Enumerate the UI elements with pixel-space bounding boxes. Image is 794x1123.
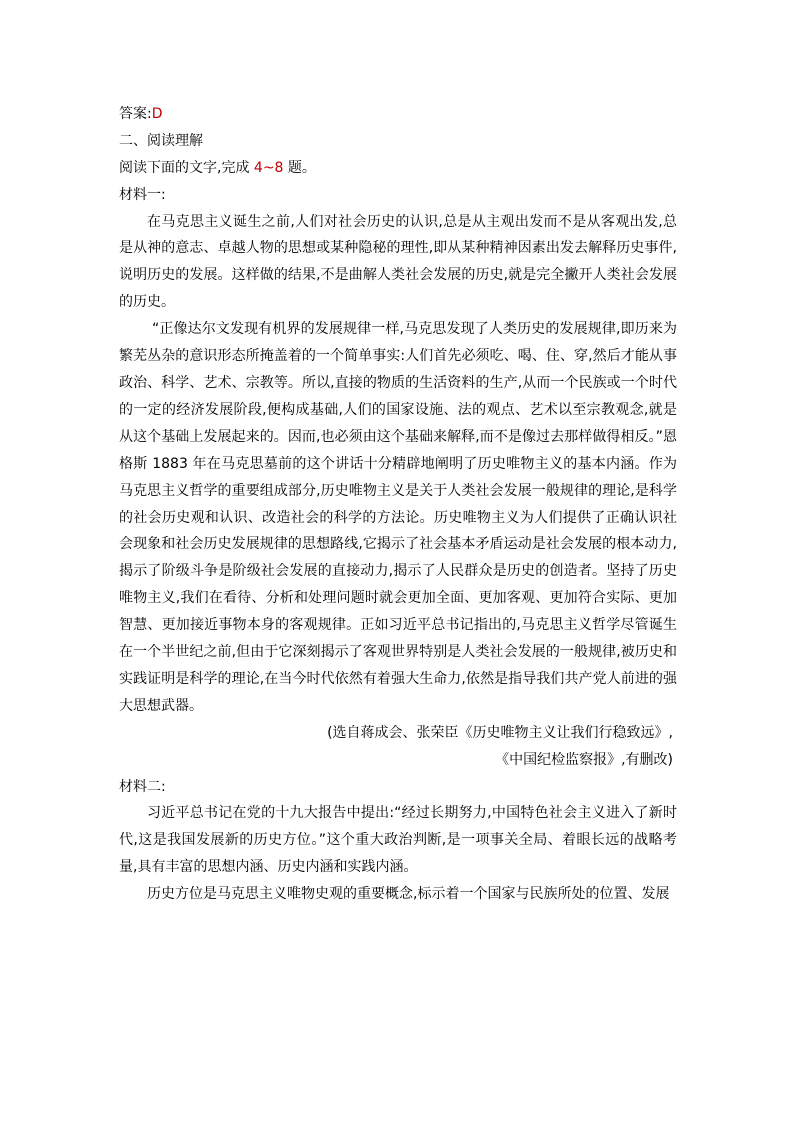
- material1-heading: 材料一:: [119, 186, 166, 203]
- material2-paragraph-2: 历史方位是马克思主义唯物史观的重要概念,标示着一个国家与民族所处的位置、发展: [147, 886, 670, 903]
- instruction-range: 4~8: [253, 159, 284, 176]
- material1-source-line-2: 《中国纪检监察报》,有删改): [495, 751, 673, 768]
- answer-label: 答案:: [119, 106, 152, 122]
- section-title: 二、阅读理解: [119, 132, 203, 149]
- instruction-line: [119, 155, 677, 182]
- material1-paragraph-1: 在马克思主义诞生之前,人们对社会历史的认识,总是从主观出发而不是从客观出发,总是从神的意志、卓越人物的思想或某种隐秘的理性,即从某种精神因素出发去解释历史事件,说明历史的发展。这样做的结果,不是曲解人类社会发展的历史,就是完全撇开人类社会发展的历史。: [119, 213, 677, 311]
- document-body: [119, 101, 677, 908]
- material2-heading: 材料二:: [119, 778, 166, 795]
- instruction-prefix: 阅读下面的文字,完成: [119, 159, 254, 176]
- instruction-suffix: 题。: [283, 159, 316, 176]
- material1-paragraph-2: “正像达尔文发现有机界的发展规律一样,马克思发现了人类历史的发展规律,即历来为繁芜丛杂的意识形态所掩盖着的一个简单事实:人们首先必须吃、喝、住、穿,然后才能从事政治、科学、艺术、宗教等。所以,直接的物质的生活资料的生产,从而一个民族或一个时代的一定的经济发展阶段,便构成基础,人们的国家设施、法的观点、艺术以至宗教观念,就是从这个基础上发展起来的。因而,也必须由这个基础来解释,而不是像过去那样做得相反。”恩格斯 1883 年在马克思墓前的这个讲话十分精辟地阐明了历史唯物主义的基本内涵。作为马克思主义哲学的重要组成部分,历史唯物主义是关于人类社会发展一般规律的理论,是科学的社会历史观和认识、改造社会的科学的方法论。历史唯物主义为人们提供了正确认识社会现象和社会历史发展规律的思想路线,它揭示了社会基本矛盾运动是社会发展的根本动力,揭示了阶级斗争是阶级社会发展的直接动力,揭示了人民群众是历史的创造者。坚持了历史唯物主义,我们在看待、分析和处理问题时就会更加全面、更加客观、更加符合实际、更加智慧、更加接近事物本身的客观规律。正如习近平总书记指出的,马克思主义哲学尽管诞生在一个半世纪之前,但由于它深刻揭示了客观世界特别是人类社会发展的一般规律,被历史和实践证明是科学的理论,在当今时代依然有着强大生命力,依然是指导我们共产党人前进的强大思想武器。: [119, 321, 677, 714]
- answer-value: D: [151, 106, 163, 122]
- answer-line: [119, 101, 677, 128]
- material2-paragraph-1: 习近平总书记在党的十九大报告中提出:“经过长期努力,中国特色社会主义进入了新时代,这是我国发展新的历史方位。”这个重大政治判断,是一项事关全局、着眼长远的战略考量,具有丰富的思想内涵、历史内涵和实践内涵。: [119, 805, 677, 876]
- material1-source-line-1: (选自蒋成会、张荣臣《历史唯物主义让我们行稳致远》,: [327, 724, 673, 741]
